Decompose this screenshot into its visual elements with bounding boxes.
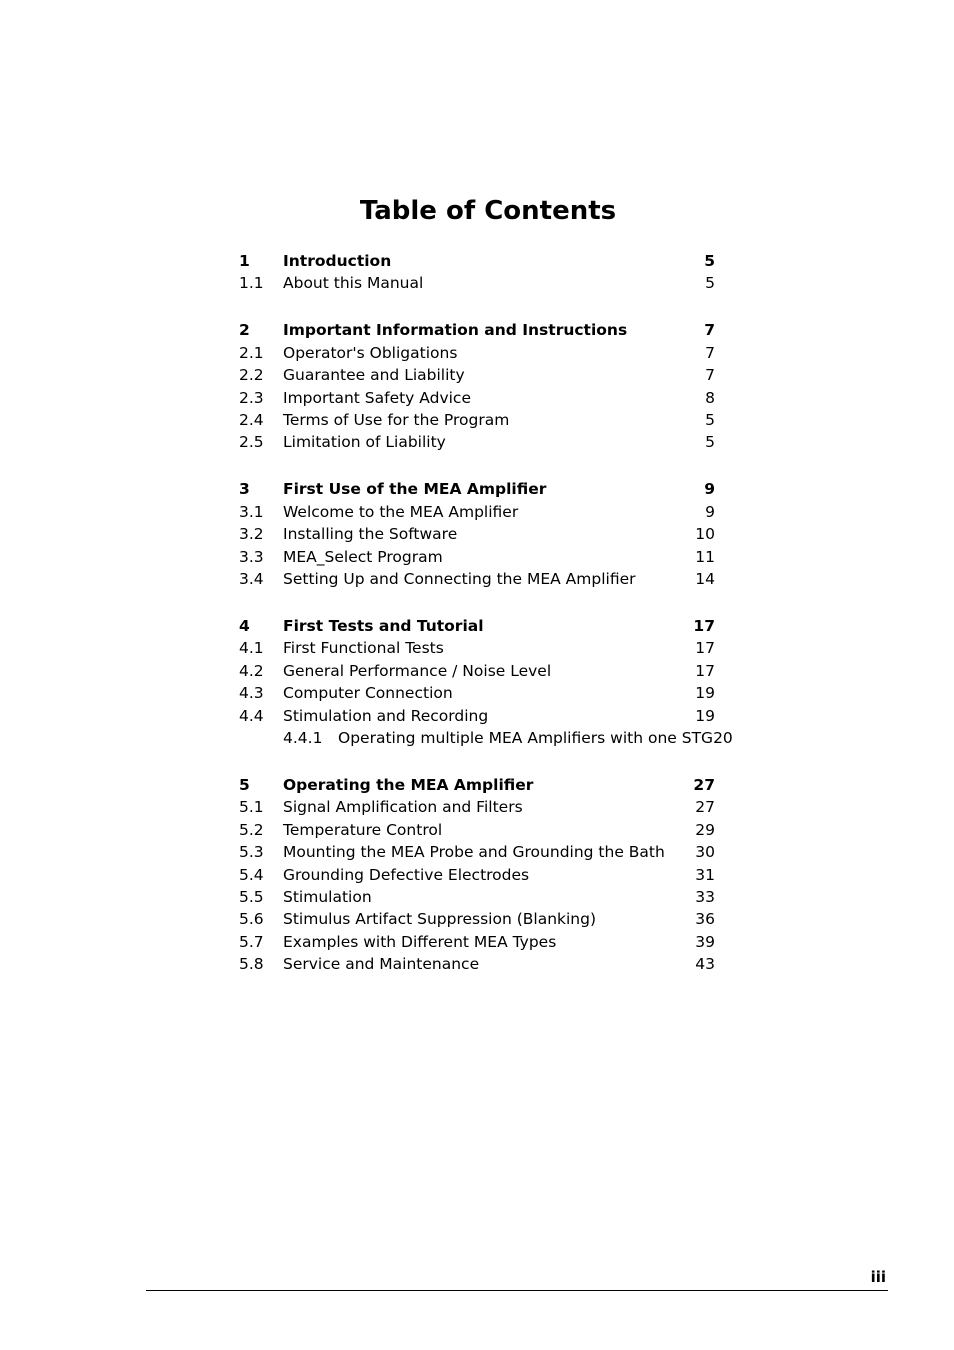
toc-entry-page: 7 bbox=[705, 343, 715, 362]
toc-entry-page: 36 bbox=[695, 910, 715, 929]
toc-section-row bbox=[0, 796, 954, 818]
toc-entry-number: 2.1 bbox=[239, 343, 264, 362]
toc-chapter-row bbox=[0, 478, 954, 500]
toc-section-row bbox=[0, 546, 954, 568]
toc-entry-page: 17 bbox=[693, 617, 715, 635]
toc-entry-page: 43 bbox=[695, 955, 715, 974]
toc-entry-number: 3 bbox=[239, 480, 250, 499]
toc-entry-title: Welcome to the MEA Amplifier bbox=[283, 502, 519, 521]
toc-entry-number: 4.1 bbox=[239, 639, 264, 658]
toc-entry-page: 9 bbox=[704, 480, 715, 499]
toc-entry-number: 5 bbox=[239, 776, 250, 794]
toc-entry-title: Service and Maintenance bbox=[283, 955, 480, 974]
toc-section-row bbox=[0, 682, 954, 704]
toc-entry-page: 29 bbox=[695, 820, 715, 839]
toc-entry-number: 4 bbox=[239, 617, 250, 635]
toc-entry-number: 2.2 bbox=[239, 366, 264, 385]
toc-entry-number: 4.3 bbox=[239, 684, 264, 703]
toc-entry-title: Setting Up and Connecting the MEA Amplifier bbox=[283, 570, 636, 588]
toc-entry-number: 4.4 bbox=[239, 706, 264, 725]
toc-entry-title: Grounding Defective Electrodes bbox=[283, 865, 530, 884]
toc-section-row bbox=[0, 886, 954, 908]
toc-section-row bbox=[0, 864, 954, 886]
toc-section-row bbox=[0, 931, 954, 953]
toc-entry-title: Operating the MEA Amplifier bbox=[283, 776, 534, 794]
toc-entry-title: Introduction bbox=[283, 252, 392, 270]
toc-section-row bbox=[0, 953, 954, 975]
toc-entry-number: 1 bbox=[239, 252, 250, 270]
page-number: iii bbox=[870, 1268, 886, 1286]
toc-section-row bbox=[0, 364, 954, 386]
toc-entry-number: 1.1 bbox=[239, 274, 264, 293]
toc-section-row bbox=[0, 501, 954, 523]
toc-entry-number: 2.5 bbox=[239, 433, 264, 452]
toc-entry-page: 27 bbox=[695, 798, 715, 817]
toc-entry-title: Stimulation bbox=[283, 888, 372, 906]
toc-section-row bbox=[0, 431, 954, 453]
toc-entry-title: Temperature Control bbox=[283, 820, 443, 839]
toc-entry-number: 5.3 bbox=[239, 843, 264, 862]
toc-entry-title: MEA_Select Program bbox=[283, 547, 443, 566]
toc-entry-page: 27 bbox=[693, 776, 715, 794]
toc-entry-title: First Functional Tests bbox=[283, 639, 444, 658]
toc-entry-title: Mounting the MEA Probe and Grounding the Bath bbox=[283, 843, 665, 862]
toc-entry-page: 8 bbox=[705, 388, 715, 407]
toc-entry-page: 5 bbox=[705, 411, 715, 429]
toc-section-row bbox=[0, 637, 954, 659]
toc-section-row bbox=[0, 272, 954, 294]
toc-entry-title: First Tests and Tutorial bbox=[283, 617, 484, 635]
toc-entry-title: Limitation of Liability bbox=[283, 433, 446, 452]
toc-section-row bbox=[0, 660, 954, 682]
toc-entry-page: 19 bbox=[695, 706, 715, 725]
toc-section-row bbox=[0, 841, 954, 863]
toc-entry-title: Stimulus Artifact Suppression (Blanking) bbox=[283, 910, 597, 929]
toc-entry-number: 3.3 bbox=[239, 547, 264, 566]
toc-entry-title: Computer Connection bbox=[283, 684, 453, 703]
toc-section-row bbox=[0, 523, 954, 545]
toc-section-row bbox=[0, 705, 954, 727]
toc-entry-title: Installing the Software bbox=[283, 525, 458, 544]
toc-entry-number: 5.2 bbox=[239, 820, 264, 839]
toc-entry-page: 14 bbox=[695, 570, 715, 588]
toc-chapter-row bbox=[0, 250, 954, 272]
toc-entry-title: About this Manual bbox=[283, 274, 424, 293]
toc-entry-number: 4.4.1 bbox=[283, 729, 323, 747]
toc-entry-number: 2 bbox=[239, 321, 250, 340]
toc-entry-number: 2.4 bbox=[239, 411, 264, 429]
toc-chapter-row bbox=[0, 774, 954, 796]
toc-entry-page: 19 bbox=[695, 684, 715, 703]
toc-entry-page: 30 bbox=[695, 843, 715, 862]
toc-entry-page: 39 bbox=[695, 932, 715, 951]
toc-section-row bbox=[0, 409, 954, 431]
toc-section-row bbox=[0, 819, 954, 841]
toc-entry-number: 5.5 bbox=[239, 888, 264, 906]
toc-section-row bbox=[0, 342, 954, 364]
toc-entry-page: 10 bbox=[695, 525, 715, 544]
toc-entry-page: 17 bbox=[695, 661, 715, 680]
toc-entry-title: Guarantee and Liability bbox=[283, 366, 465, 385]
toc-entry-number: 5.8 bbox=[239, 955, 264, 974]
toc-entry-number: 5.6 bbox=[239, 910, 264, 929]
toc-section-row bbox=[0, 568, 954, 590]
page-title: Table of Contents bbox=[359, 196, 617, 226]
toc-entry-number: 5.1 bbox=[239, 798, 264, 817]
footer-rule bbox=[146, 1290, 888, 1291]
toc-section-row bbox=[0, 908, 954, 930]
toc-entry-number: 3.2 bbox=[239, 525, 264, 544]
toc-entry-number: 3.4 bbox=[239, 570, 264, 588]
toc-chapter-row bbox=[0, 319, 954, 341]
toc-entry-title: Important Safety Advice bbox=[283, 388, 471, 407]
toc-entry-title: First Use of the MEA Amplifier bbox=[283, 480, 547, 499]
toc-entry-page: 9 bbox=[705, 502, 715, 521]
toc-entry-page: 33 bbox=[695, 888, 715, 906]
toc-entry-page: 7 bbox=[704, 321, 715, 340]
toc-entry-page: 11 bbox=[695, 547, 715, 566]
toc-chapter-row bbox=[0, 615, 954, 637]
toc-entry-page: 31 bbox=[695, 865, 715, 884]
toc-entry-title: Important Information and Instructions bbox=[283, 321, 628, 340]
toc-entry-title: Signal Amplification and Filters bbox=[283, 798, 523, 817]
toc-entry-number: 4.2 bbox=[239, 661, 264, 680]
toc-entry-title: Operator's Obligations bbox=[283, 343, 458, 362]
toc-entry-number: 2.3 bbox=[239, 388, 264, 407]
toc-entry-page: 5 bbox=[704, 252, 715, 270]
toc-entry-page: 5 bbox=[705, 433, 715, 452]
toc-entry-title: Examples with Different MEA Types bbox=[283, 932, 557, 951]
toc-entry-number: 3.1 bbox=[239, 502, 264, 521]
toc-entry-page: 17 bbox=[695, 639, 715, 658]
toc-entry-title: Operating multiple MEA Amplifiers with one STG20 bbox=[338, 729, 733, 747]
toc-entry-title: Stimulation and Recording bbox=[283, 706, 489, 725]
toc-entry-page: 7 bbox=[705, 366, 715, 385]
toc-section-row bbox=[0, 387, 954, 409]
toc-entry-page: 5 bbox=[705, 274, 715, 293]
toc-entry-number: 5.4 bbox=[239, 865, 264, 884]
toc-subsubsection-row bbox=[0, 727, 954, 749]
toc-entry-title: General Performance / Noise Level bbox=[283, 661, 552, 680]
toc-entry-title: Terms of Use for the Program bbox=[283, 411, 510, 429]
toc-entry-number: 5.7 bbox=[239, 932, 264, 951]
